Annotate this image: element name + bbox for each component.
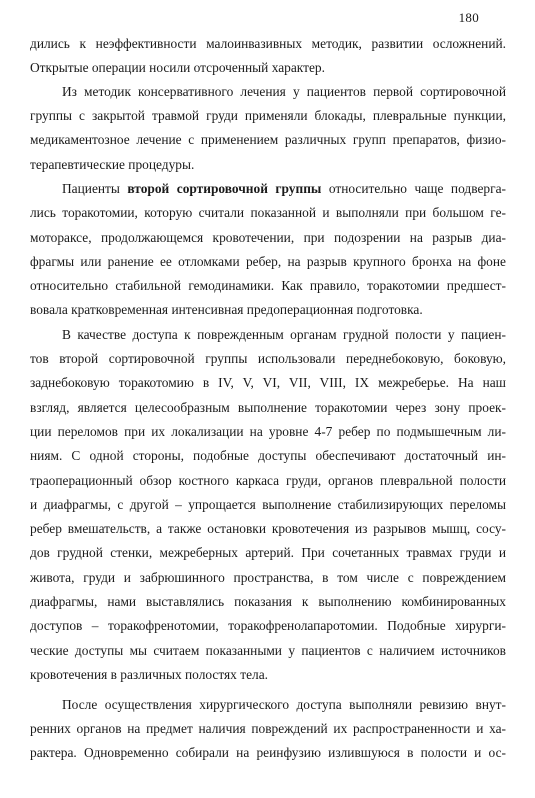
text-line: вовала кратковременная интенсивная предоперационная подготовка. [30,302,423,317]
text-line: рактера. Одновременно собирали на реинфузию излившуюся в полости и ос- [30,745,506,760]
text-line: ребер вмешательств, а также остановки кровотечения из разрывов мышц, сосу- [30,521,506,536]
text-line: фрагмы или ранение ее отломками ребер, на разрыв крупного бронха на фоне [30,254,506,269]
text-line: ческие доступы мы считаем показанными у пациентов с наличием источников [30,643,506,658]
text-line: относительно стабильной гемодинамики. Как правило, торакотомии предшест- [30,278,506,293]
text-line: После осуществления хирургического доступа выполняли ревизию внут- [62,697,506,712]
text-line: живота, груди и забрюшинного пространства, в том числе с повреждением [30,570,506,585]
text-line: доступов – торакофренотомии, торакофренолапаротомии. Подобные хирурги- [30,618,506,633]
text-line: диафрагмы, нами выставлялись показания к выполнению комбинированных [30,594,506,609]
text-line: моторaксе, продолжающемся кровотечении, при подозрении на разрыв диа- [30,230,506,245]
text-line: кровотечения в различных полостях тела. [30,667,268,682]
text-line: траоперационный обзор костного каркаса груди, органов плевральной полости [30,473,506,488]
text-line: ниям. С одной стороны, подобные доступы обеспечивают достаточный ин- [30,448,506,463]
text-line: тов второй сортировочной группы использовали переднебоковую, боковую, [30,351,506,366]
text-line: медикаментозное лечение с применением различных групп препаратов, физио- [30,132,506,147]
text-segment: Пациенты [62,181,128,196]
text-line: заднебоковую торакотомию в IV, V, VI, VII, VIII, IX межреберье. На наш [30,375,506,390]
text-line: лись торакотомии, которую считали показанной и выполняли при большом ге- [30,205,506,220]
text-line: Из методик консервативного лечения у пациентов первой сортировочной [62,84,506,99]
text-line: В качестве доступа к поврежденным органам грудной полости у пациен- [62,327,506,342]
text-line: взгляд, является целесообразным выполнение торакотомии через зону проек- [30,400,506,415]
text-line: группы с закрытой травмой груди применяли блокады, плевральные пункции, [30,108,506,123]
text-line [62,181,506,197]
text-line: Открытые операции носили отсроченный характер. [30,60,325,75]
text-segment: относительно чаще подверга- [321,181,506,196]
text-line: дов грудной стенки, межреберных артерий. При сочетанных травмах груди и [30,545,506,560]
text-line: дились к неэффективности малоинвазивных методик, развитии осложнений. [30,36,506,51]
text-line: ции переломов при их локализации на уровне 4-7 ребер по подмышечным ли- [30,424,506,439]
page-number: 180 [458,10,479,25]
text-line: ренних органов на предмет наличия повреждений их распространенности и ха- [30,721,506,736]
bold-term: второй сортировочной группы [127,181,322,196]
text-line: и диафрагмы, с другой – упрощается выполнение стабилизирующих переломы [30,497,506,512]
text-line: терапевтические процедуры. [30,157,195,172]
